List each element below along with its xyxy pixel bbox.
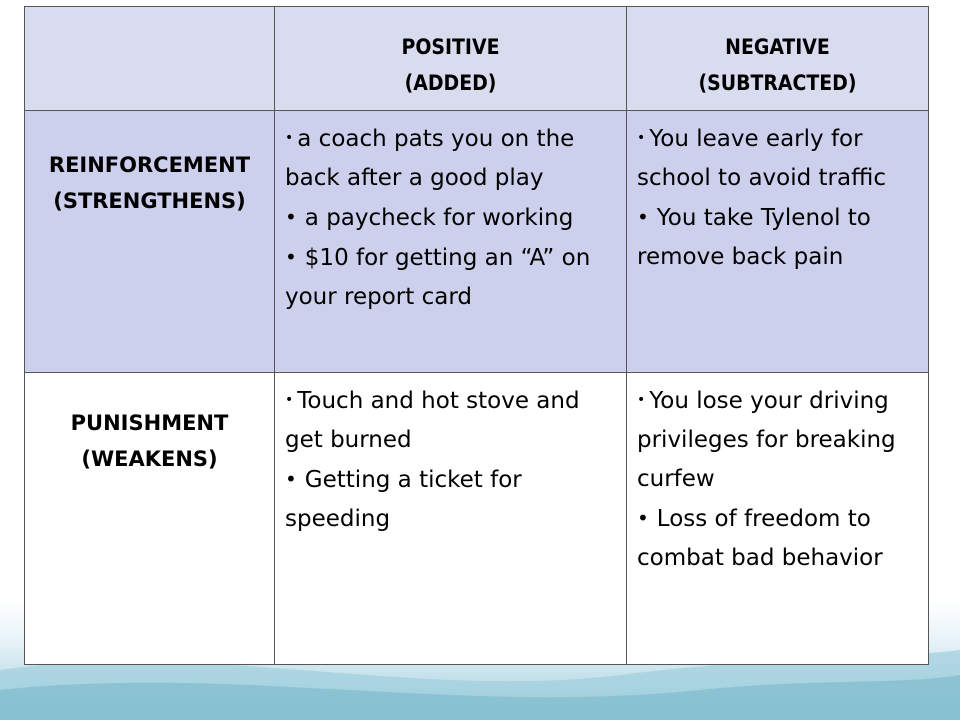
column-header-negative-title: NEGATIVE xyxy=(725,35,830,59)
row-header-reinforcement-subtitle: (STRENGTHENS) xyxy=(53,189,246,213)
list-item xyxy=(285,119,620,198)
bullet-icon: • xyxy=(285,130,294,146)
positive-reinforcement-list xyxy=(275,111,626,317)
list-item xyxy=(285,460,620,539)
bullet-icon: • xyxy=(285,205,297,229)
positive-reinforcement-cell xyxy=(275,111,627,373)
column-header-positive xyxy=(275,7,627,111)
reinforcement-punishment-table xyxy=(24,6,929,665)
list-item xyxy=(637,381,922,499)
punishment-row xyxy=(25,373,929,665)
list-item xyxy=(637,119,922,198)
list-item-text: You take Tylenol to remove back pain xyxy=(637,205,871,270)
column-header-positive-subtitle: (ADDED) xyxy=(404,71,497,95)
positive-punishment-cell xyxy=(275,373,627,665)
row-header-reinforcement-title: REINFORCEMENT xyxy=(48,153,251,177)
negative-punishment-cell xyxy=(627,373,929,665)
list-item xyxy=(285,381,620,460)
list-item xyxy=(637,499,922,578)
list-item-text: a coach pats you on the back after a good play xyxy=(285,126,575,191)
list-item-text: You lose your driving privileges for breaking curfew xyxy=(637,388,896,492)
negative-reinforcement-list xyxy=(627,111,928,277)
list-item-text: Getting a ticket for speeding xyxy=(285,467,522,532)
column-header-positive-title: POSITIVE xyxy=(401,35,500,59)
bullet-icon: • xyxy=(637,130,646,146)
row-header-punishment xyxy=(25,373,275,665)
positive-punishment-list xyxy=(275,373,626,539)
row-header-punishment-title: PUNISHMENT xyxy=(70,411,229,435)
column-header-negative-subtitle: (SUBTRACTED) xyxy=(698,71,857,95)
row-header-punishment-subtitle: (WEAKENS) xyxy=(81,447,218,471)
bullet-icon: • xyxy=(285,467,297,491)
bullet-icon: • xyxy=(637,205,649,229)
negative-punishment-list xyxy=(627,373,928,578)
negative-reinforcement-cell xyxy=(627,111,929,373)
list-item xyxy=(285,238,620,317)
header-row xyxy=(25,7,929,111)
list-item-text: You leave early for school to avoid traffic xyxy=(637,126,886,191)
list-item xyxy=(285,198,620,238)
bullet-icon: • xyxy=(285,392,294,408)
column-header-negative xyxy=(627,7,929,111)
bullet-icon: • xyxy=(637,392,646,408)
list-item-text: a paycheck for working xyxy=(304,205,574,231)
list-item-text: Touch and hot stove and get burned xyxy=(285,388,580,453)
bullet-icon: • xyxy=(637,506,649,530)
row-header-reinforcement xyxy=(25,111,275,373)
reinforcement-row xyxy=(25,111,929,373)
list-item xyxy=(637,198,922,277)
list-item-text: $10 for getting an “A” on your report card xyxy=(285,245,591,310)
list-item-text: Loss of freedom to combat bad behavior xyxy=(637,506,883,571)
bullet-icon: • xyxy=(285,245,297,269)
corner-cell xyxy=(25,7,275,111)
